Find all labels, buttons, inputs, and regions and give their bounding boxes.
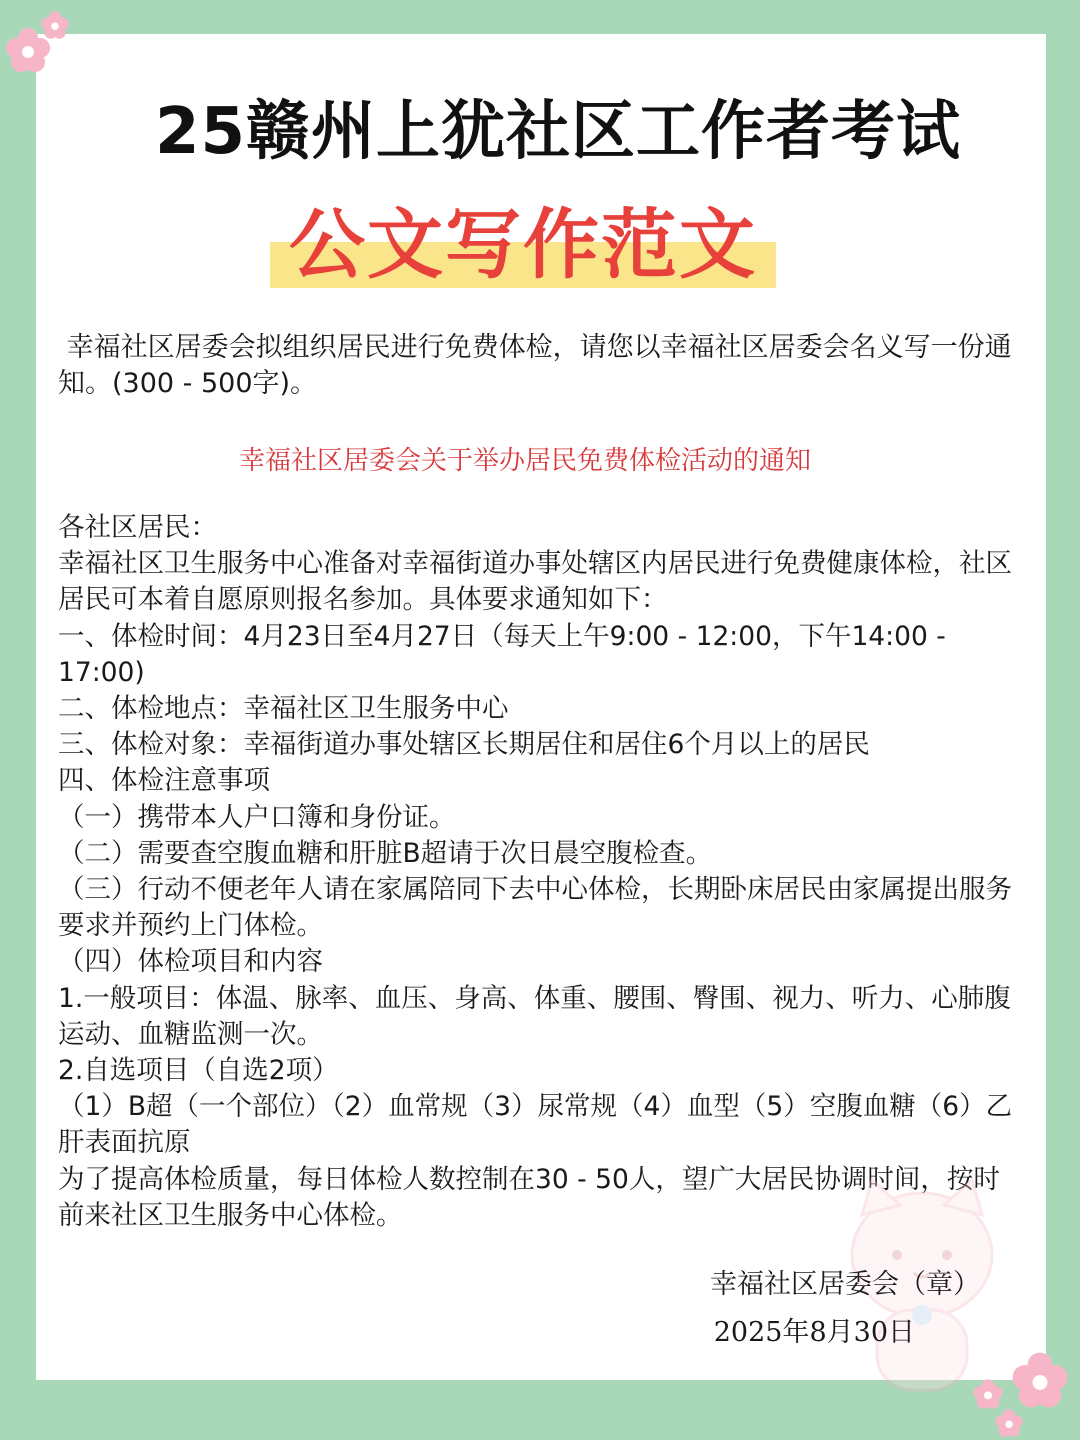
exam-prompt-text: 幸福社区居委会拟组织居民进行免费体检，请您以幸福社区居委会名义写一份通知。(300 - 500字)。 (58, 332, 1012, 399)
page-subtitle: 公文写作范文 (289, 200, 757, 289)
body-line: （三）行动不便老年人请在家属陪同下去中心体检，长期卧床居民由家属提出服务要求并预约上门体检。 (58, 874, 1012, 942)
body-line: 2.自选项目（自选2项） (58, 1055, 339, 1087)
exam-prompt (58, 330, 1018, 402)
body-line: 二、体检地点：幸福社区卫生服务中心 (58, 693, 509, 725)
notice-body (58, 510, 1018, 1234)
body-line: 幸福社区卫生服务中心准备对幸福街道办事处辖区内居民进行免费健康体检，社区居民可本着自愿原则报名参加。具体要求通知如下： (58, 548, 1012, 616)
subtitle-block (270, 200, 776, 290)
body-line: （二）需要查空腹血糖和肝脏B超请于次日晨空腹检查。 (58, 837, 713, 869)
page-title: 25赣州上犹社区工作者考试 (154, 95, 962, 169)
flower-icon (1010, 1350, 1070, 1410)
signature-org (0, 1262, 1040, 1301)
body-line: （四）体检项目和内容 (58, 946, 323, 978)
body-line: 为了提高体检质量，每日体检人数控制在30 - 50人，望广大居民协调时间，按时前来社区卫生服务中心体检。 (58, 1163, 1000, 1231)
notice-title: 幸福社区居委会关于举办居民免费体检活动的通知 (238, 446, 811, 476)
signature-date-text: 2025年8月30日 (713, 1317, 915, 1348)
signature-date (0, 1310, 1040, 1349)
body-line: 1.一般项目：体温、脉率、血压、身高、体重、腰围、臀围、视力、听力、心肺腹运动、血糖监测一次。 (58, 982, 1011, 1050)
flower-icon (994, 1408, 1024, 1438)
body-line: 四、体检注意事项 (58, 765, 270, 797)
body-line: 各社区居民： (58, 512, 217, 543)
body-line: 三、体检对象：幸福街道办事处辖区长期居住和居住6个月以上的居民 (58, 729, 870, 761)
flower-icon (40, 10, 70, 40)
body-line: （1）B超（一个部位）（2）血常规（3）尿常规（4）血型（5）空腹血糖（6）乙肝表面抗原 (58, 1091, 1013, 1159)
flower-icon (972, 1378, 1004, 1410)
body-line: 一、体检时间：4月23日至4月27日（每天上午9:00 - 12:00，下午14:00 - 17:00) (58, 620, 946, 688)
body-line: （一）携带本人户口簿和身份证。 (58, 801, 456, 833)
signature-org-text: 幸福社区居委会（章） (710, 1269, 980, 1300)
